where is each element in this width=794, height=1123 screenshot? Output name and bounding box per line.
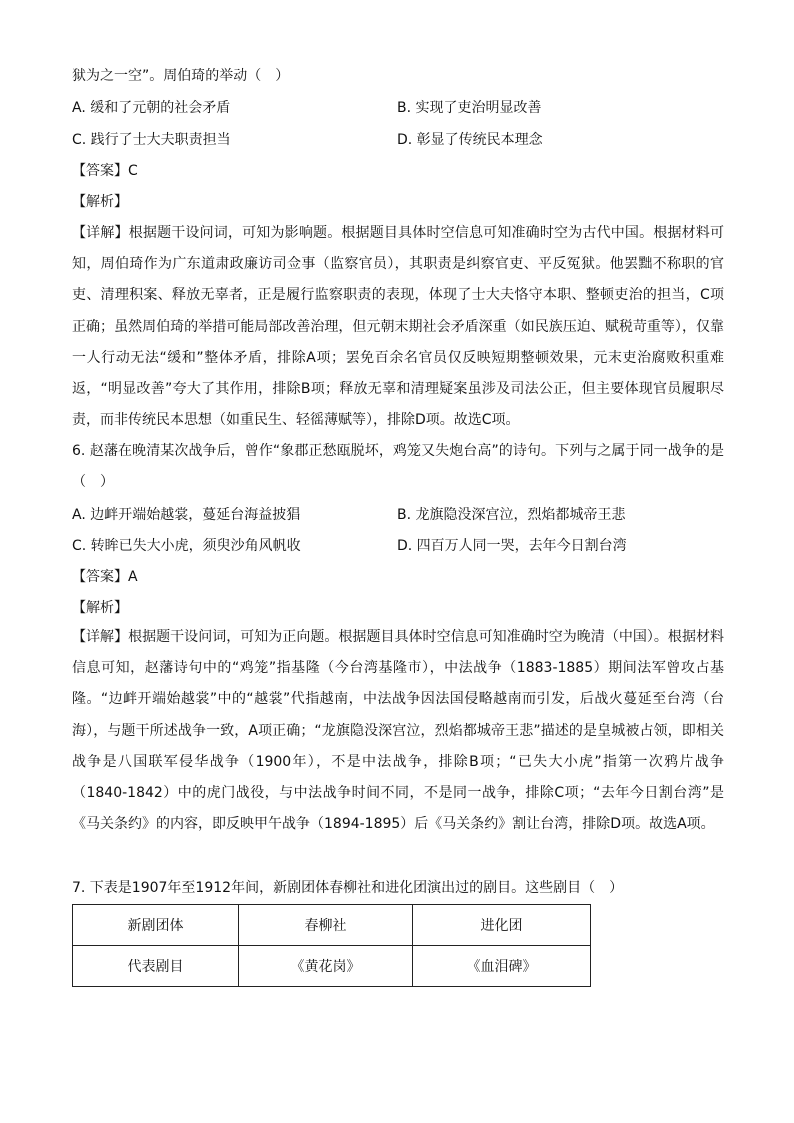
q5-stem-tail: 狱为之一空”。周伯琦的举动（ ） — [72, 68, 290, 84]
table-row — [73, 946, 591, 987]
q6-detail: 【详解】根据题干设问词，可知为正向题。根据题目具体时空信息可知准确时空为晚清（中国）。根据材料信息可知，赵藩诗句中的“鸡笼”指基隆（今台湾基隆市），中法战争（1883-1885）期间法军曾攻占基隆。“边衅开端始越裳”中的“越裳”代指越南，中法战争因法国侵略越南而引发，后战火蔓延至台湾（台海），与题干所述战争一致，A项正确；“龙旗隐没深宫泣，烈焰都城帝王悲”描述的是皇城被占领，即相关战争是八国联军侵华战争（1900年），不是中法战争，排除B项；“已失大小虎”指第一次鸦片战争（1840-1842）中的虎门战役，与中法战争时间不同，不是同一战争，排除C项；“去年今日割台湾”是《马关条约》的内容，即反映甲午战争（1894-1895）后《马关条约》割让台湾，排除D项。故选A项。 — [72, 629, 724, 833]
table-header-cell: 新剧团体 — [73, 905, 239, 946]
q6-option-d: D. 四百万人同一哭，去年今日割台湾 — [397, 538, 627, 554]
q7-stem: 7. 下表是1907年至1912年间，新剧团体春柳社和进化团演出过的剧目。这些剧目（ ） — [72, 880, 624, 896]
q6-analysis-label: 【解析】 — [72, 600, 128, 616]
q6-answer: 【答案】A — [72, 569, 138, 585]
q5-detail: 【详解】根据题干设问词，可知为影响题。根据题目具体时空信息可知准确时空为古代中国。根据材料可知，周伯琦作为广东道肃政廉访司佥事（监察官员），其职责是纠察官吏、平反冤狱。他罢黜不称职的官吏、清理积案、释放无辜者，正是履行监察职责的表现，体现了士大夫恪守本职、整顿吏治的担当，C项正确；虽然周伯琦的举措可能局部改善治理，但元朝末期社会矛盾深重（如民族压迫、赋税苛重等），仅靠一人行动无法“缓和”整体矛盾，排除A项；罢免百余名官员仅反映短期整顿效果，元末吏治腐败积重难返，“明显改善”夸大了其作用，排除B项；释放无辜和清理疑案虽涉及司法公正，但主要体现官员履职尽责，而非传统民本思想（如重民生、轻徭薄赋等），排除D项。故选C项。 — [72, 225, 724, 429]
q6-option-b: B. 龙旗隐没深宫泣，烈焰都城帝王悲 — [397, 507, 626, 523]
q7-table — [72, 904, 591, 987]
table-header-cell: 春柳社 — [239, 905, 413, 946]
table-header-cell: 进化团 — [413, 905, 591, 946]
q6-stem: 6. 赵藩在晚清某次战争后，曾作“象郡正愁瓯脱坏，鸡笼又失炮台高”的诗句。下列与之属于同一战争的是（ ） — [72, 443, 724, 491]
q5-analysis-label: 【解析】 — [72, 194, 128, 210]
q5-option-d: D. 彰显了传统民本理念 — [397, 132, 543, 148]
q6-option-c: C. 转眸已失大小虎，须臾沙角风帆收 — [72, 538, 301, 554]
q5-option-a: A. 缓和了元朝的社会矛盾 — [72, 100, 231, 116]
table-header-row — [73, 905, 591, 946]
q5-option-b: B. 实现了吏治明显改善 — [397, 100, 542, 116]
q6-option-a: A. 边衅开端始越裳，蔓延台海益披猖 — [72, 507, 301, 523]
table-cell: 《黄花岗》 — [239, 946, 413, 987]
table-cell: 代表剧目 — [73, 946, 239, 987]
q5-option-c: C. 践行了士大夫职责担当 — [72, 132, 231, 148]
q5-answer: 【答案】C — [72, 163, 138, 179]
table-cell: 《血泪碑》 — [413, 946, 591, 987]
